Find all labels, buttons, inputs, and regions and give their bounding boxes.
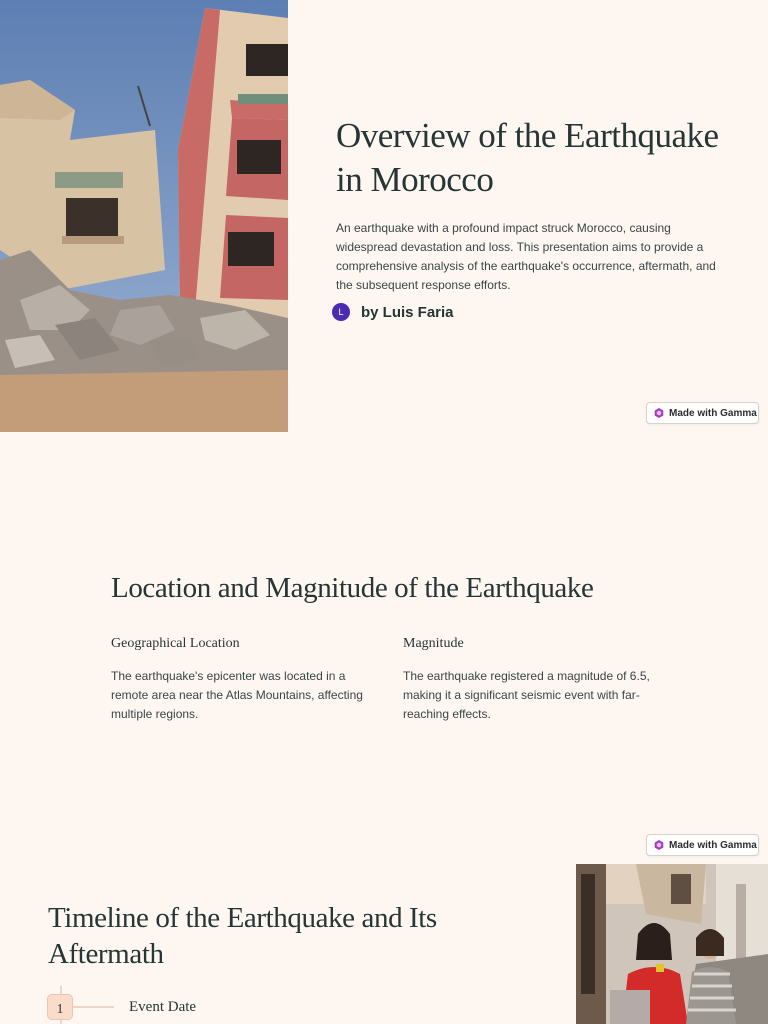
badge-label: Made with Gamma — [669, 407, 757, 419]
location-magnitude-title: Location and Magnitude of the Earthquake — [111, 572, 594, 604]
timeline-step-label: Event Date — [129, 999, 197, 1015]
location-column — [111, 636, 373, 724]
avatar: L — [332, 303, 350, 321]
author-name: by Luis Faria — [361, 303, 454, 321]
made-with-gamma-badge[interactable] — [646, 834, 759, 856]
slide-1 — [0, 0, 768, 432]
made-with-gamma-badge[interactable] — [646, 402, 759, 424]
people-in-rubble-photo — [576, 864, 768, 1024]
magnitude-text: The earthquake registered a magnitude of 6.5, making it a significant seismic event with far-reaching effects. — [403, 669, 650, 721]
magnitude-column — [403, 636, 653, 724]
timeline-title: Timeline of the Earthquake and Its Aftermath — [48, 902, 437, 970]
gamma-logo-icon — [654, 408, 664, 418]
gamma-logo-icon — [654, 840, 664, 850]
magnitude-heading: Magnitude — [403, 636, 464, 651]
slide-description: An earthquake with a profound impact struck Morocco, causing widespread devastation and loss. This presentation aims to provide a comprehensive analysis of the earthquake's occurrence, aftermath, and the subsequent response efforts. — [336, 221, 716, 292]
location-heading: Geographical Location — [111, 636, 240, 651]
timeline-connector — [72, 1006, 114, 1008]
badge-label: Made with Gamma — [669, 839, 757, 851]
author-byline — [332, 303, 454, 321]
slide-title: Overview of the Earthquake in Morocco — [336, 116, 719, 199]
location-text: The earthquake's epicenter was located in a remote area near the Atlas Mountains, affecting multiple regions. — [111, 669, 363, 721]
timeline-step-number: 1 — [47, 994, 73, 1020]
collapsed-buildings-photo — [0, 0, 288, 432]
